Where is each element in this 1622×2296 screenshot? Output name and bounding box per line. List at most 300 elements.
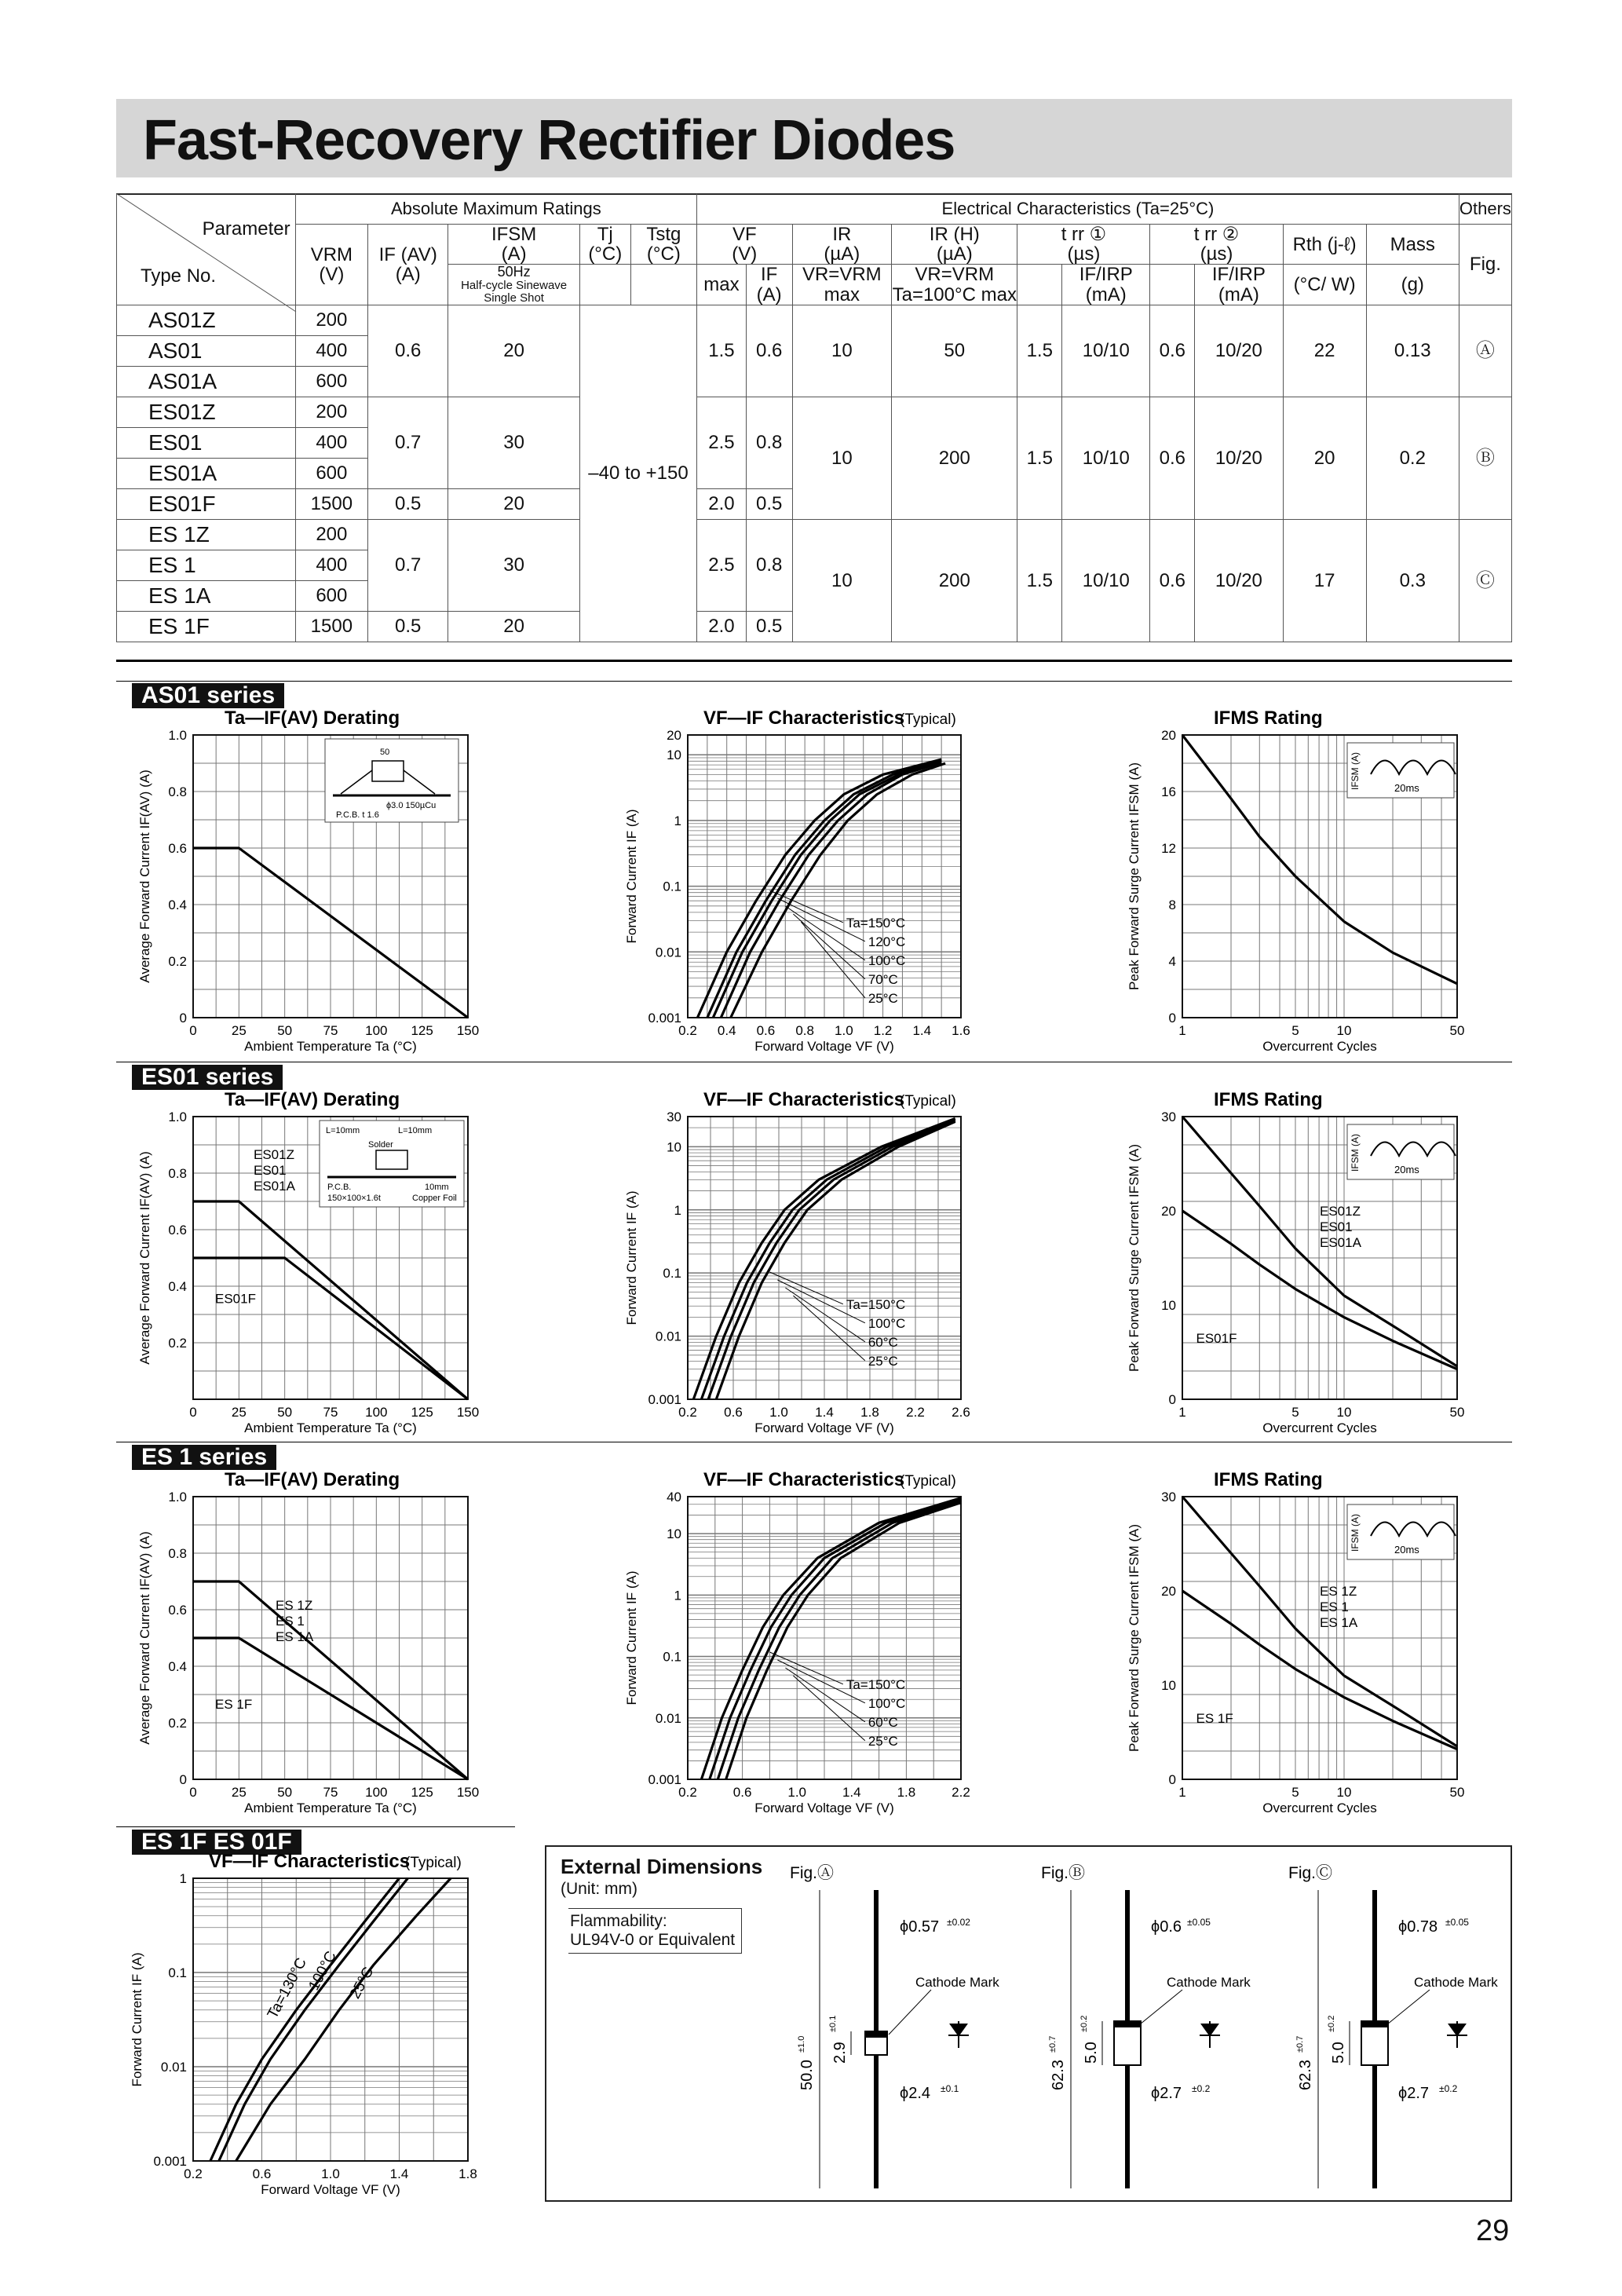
y-tick-label: 0 <box>1168 1011 1176 1026</box>
y-tick-label: 1.0 <box>168 1490 187 1504</box>
curve-label: Ta=150°C <box>846 1676 906 1692</box>
inset-label: 150×100×1.6t <box>327 1194 381 1203</box>
diode-symbol-icon <box>1447 2021 1467 2048</box>
fig-value: Ⓒ <box>1459 519 1511 642</box>
chart-es1-derating <box>133 1465 499 1834</box>
x-tick-label: 1.8 <box>897 1785 916 1800</box>
body-tol: ±0.2 <box>1080 2015 1089 2032</box>
y-tick-label: 20 <box>1161 728 1176 743</box>
curve-label: ES01A <box>254 1179 295 1194</box>
cathode-band <box>1361 2021 1388 2027</box>
x-tick-label: 150 <box>456 1785 480 1800</box>
rth-value: 22 <box>1283 305 1366 397</box>
ir-cond <box>792 265 892 305</box>
y-tick-label: 0.8 <box>168 784 187 799</box>
total-tol: ±0.7 <box>1048 2035 1058 2053</box>
page-number: 29 <box>1476 2214 1510 2247</box>
series-badge-as01: AS01 series <box>132 683 284 708</box>
x-tick-label: 2.2 <box>952 1785 970 1800</box>
x-tick-label: 25 <box>231 1785 247 1800</box>
y-tick-label: 10 <box>1161 1678 1176 1693</box>
trr1-cond-value: 10/10 <box>1062 305 1150 397</box>
series-line <box>697 759 941 1018</box>
rth-unit: (°C/ W) <box>1283 265 1366 305</box>
curve-label: 100°C <box>868 1315 906 1331</box>
inset-label: IFSM (A) <box>1350 1134 1361 1172</box>
tj-sub <box>579 265 630 305</box>
ifsm-note-1: 50Hz <box>497 264 531 280</box>
x-axis-label: Ambient Temperature Ta (°C) <box>244 1039 417 1054</box>
tstg-unit: (°C) <box>646 243 681 265</box>
y-tick-label: 1 <box>674 1588 681 1603</box>
y-tick-label: 0.1 <box>663 1649 681 1665</box>
cathode-mark-label: Cathode Mark <box>915 1975 999 1990</box>
trr1-cond <box>1062 265 1150 305</box>
inset-label: IFSM (A) <box>1350 1514 1361 1552</box>
vrm-value: 200 <box>295 519 367 550</box>
chart-title: VF—IF Characteristics <box>209 1851 411 1872</box>
irh-label: IR (H) <box>929 224 980 245</box>
x-axis-label: Forward Voltage VF (V) <box>754 1420 894 1435</box>
y-tick-label: 0.001 <box>648 1011 681 1026</box>
x-tick-label: 100 <box>365 1785 388 1800</box>
lead-tol: ±0.02 <box>947 1917 970 1928</box>
curve-label: 120°C <box>868 934 906 949</box>
trr1-cond-unit: (mA) <box>1085 283 1127 305</box>
x-tick-label: 50 <box>1449 1023 1465 1038</box>
y-axis-label: Forward Current IF (A) <box>624 1570 639 1706</box>
diode-body <box>1361 2021 1388 2065</box>
y-tick-label: 0 <box>1168 1772 1176 1787</box>
group-others: Others <box>1459 194 1511 225</box>
irh-cond2-label: Ta=100°C max <box>892 283 1017 305</box>
series-line <box>708 1121 955 1399</box>
fig-label: Fig.Ⓒ <box>1288 1864 1333 1882</box>
x-tick-label: 25 <box>231 1023 247 1038</box>
ir-header <box>792 225 892 265</box>
external-dimensions-box <box>545 1845 1512 2202</box>
curve-label: 60°C <box>868 1334 898 1350</box>
vf-value: 2.5 <box>697 519 747 611</box>
y-axis-label: Peak Forward Surge Current IFSM (A) <box>1127 1143 1142 1373</box>
x-tick-label: 0.2 <box>678 1785 697 1800</box>
chart-title: IFMS Rating <box>1214 707 1323 729</box>
rth-label: Rth (j-ℓ) <box>1292 233 1357 255</box>
curve-label: ES01Z <box>1320 1204 1361 1219</box>
ir-value: 10 <box>792 305 892 397</box>
x-tick-label: 50 <box>277 1405 293 1420</box>
divider <box>116 681 1512 682</box>
x-axis-label: Ambient Temperature Ta (°C) <box>244 1801 417 1815</box>
chart-es1-vfif <box>612 1465 992 1834</box>
cathode-leader <box>1387 1990 1430 2024</box>
series-badge-es01: ES01 series <box>132 1065 283 1090</box>
x-axis-label: Forward Voltage VF (V) <box>261 2182 400 2197</box>
curve-label: 25°C <box>868 1353 898 1369</box>
if-value: 0.8 <box>746 397 792 488</box>
chart-grid <box>688 735 961 1018</box>
type-no: ES01Z <box>117 397 296 427</box>
pcb-inset <box>325 739 458 822</box>
ifav-value: 0.6 <box>368 305 448 397</box>
tj-header <box>579 225 630 265</box>
y-tick-label: 1.0 <box>168 728 187 743</box>
y-tick-label: 16 <box>1161 784 1176 799</box>
x-tick-label: 1.8 <box>458 2166 477 2181</box>
vrm-header <box>295 225 367 305</box>
curve-label: Ta=150°C <box>846 1296 906 1312</box>
mass-value: 0.3 <box>1366 519 1459 642</box>
trr2-cond <box>1195 265 1283 305</box>
chart-title-suffix: (Typical) <box>900 1093 956 1110</box>
y-tick-label: 0.6 <box>168 1223 187 1238</box>
curve-label: 100°C <box>305 1948 340 1994</box>
y-tick-label: 8 <box>1168 898 1176 912</box>
mass-header <box>1366 225 1459 265</box>
series-line <box>701 1120 955 1399</box>
y-axis-label: Peak Forward Surge Current IFSM (A) <box>1127 1523 1142 1753</box>
curve-label: ES 1 <box>1320 1600 1349 1614</box>
y-tick-label: 20 <box>667 728 681 743</box>
series-line <box>219 1878 408 2161</box>
y-tick-label: 10 <box>667 1139 681 1155</box>
ext-unit: (Unit: mm) <box>561 1880 637 1898</box>
curve-label: ES 1Z <box>276 1598 313 1613</box>
irh-cond <box>892 265 1017 305</box>
x-tick-label: 0.2 <box>678 1023 697 1038</box>
curve-label: 25°C <box>868 1733 898 1749</box>
ifav-header <box>368 225 448 305</box>
mass-value: 0.2 <box>1366 397 1459 519</box>
x-tick-label: 2.6 <box>952 1405 970 1420</box>
irh-unit: (µA) <box>936 243 973 265</box>
y-tick-label: 0.001 <box>153 2154 187 2169</box>
vrm-value: 600 <box>295 458 367 488</box>
chart-title-suffix: (Typical) <box>900 711 956 728</box>
if-value: 0.6 <box>746 305 792 397</box>
body-dia-tol: ±0.2 <box>1192 2083 1211 2094</box>
curve-label: ES01Z <box>254 1147 294 1162</box>
y-tick-label: 1.0 <box>168 1110 187 1124</box>
ir-label: IR <box>832 224 852 245</box>
fig-header: Fig. <box>1459 225 1511 305</box>
ifsm-value: 20 <box>448 305 580 397</box>
if-value: 0.8 <box>746 519 792 611</box>
y-axis-label: Average Forward Current IF(AV) (A) <box>137 1151 152 1365</box>
y-tick-label: 0.001 <box>648 1772 681 1787</box>
series-line <box>710 1500 961 1779</box>
cathode-mark-label: Cathode Mark <box>1414 1975 1498 1990</box>
inset-label: 10mm <box>425 1183 449 1192</box>
chart-grid <box>688 1497 961 1779</box>
y-tick-label: 4 <box>1168 954 1176 969</box>
x-tick-label: 50 <box>1449 1785 1465 1800</box>
inset-label: P.C.B. t 1.6 <box>336 810 379 820</box>
ir-value: 10 <box>792 397 892 519</box>
inset-label: Copper Foil <box>412 1194 457 1203</box>
ifsm-value: 30 <box>448 397 580 488</box>
cathode-band <box>1114 2021 1141 2027</box>
irh-value: 200 <box>892 397 1017 519</box>
y-tick-label: 0.1 <box>168 1965 187 1980</box>
x-tick-label: 10 <box>1336 1785 1352 1800</box>
x-tick-label: 50 <box>277 1023 293 1038</box>
if-value: 0.5 <box>746 611 792 642</box>
chart-es01-vfif <box>612 1085 992 1454</box>
curve-label: 25°C <box>346 1964 378 2002</box>
trr2-unit: (µs) <box>1200 243 1233 265</box>
trr1-value: 1.5 <box>1017 397 1062 519</box>
ifsm-header <box>448 225 580 265</box>
inset-label: ϕ3.0 150µCu <box>386 801 437 810</box>
x-tick-label: 25 <box>231 1405 247 1420</box>
trr1-cond-value: 10/10 <box>1062 519 1150 642</box>
ifsm-value: 20 <box>448 611 580 642</box>
irh-header <box>892 225 1017 265</box>
ifsm-value: 20 <box>448 488 580 519</box>
y-tick-label: 10 <box>667 1526 681 1542</box>
curve-label: 60°C <box>868 1714 898 1730</box>
group-elec: Electrical Characteristics (Ta=25°C) <box>697 194 1459 225</box>
x-tick-label: 125 <box>411 1405 433 1420</box>
body-length: 5.0 <box>1330 2042 1347 2064</box>
irh-value: 200 <box>892 519 1017 642</box>
ext-fig-2 <box>1041 1864 1251 2188</box>
y-tick-label: 0 <box>179 1772 187 1787</box>
chart-grid <box>688 1117 961 1399</box>
vf-label: VF <box>732 224 757 245</box>
vrm-value: 400 <box>295 550 367 580</box>
vrm-value: 1500 <box>295 611 367 642</box>
trr2-cond-value: 10/20 <box>1195 305 1283 397</box>
lead-tol: ±0.05 <box>1445 1917 1469 1928</box>
vf-if-unit: (A) <box>756 283 782 305</box>
mass-label: Mass <box>1390 233 1435 255</box>
trr1-cond-value: 10/10 <box>1062 397 1150 519</box>
type-no: AS01A <box>117 366 296 397</box>
x-tick-label: 1.0 <box>769 1405 788 1420</box>
curve-label: ES01F <box>1196 1331 1237 1346</box>
diode-symbol-icon <box>1200 2021 1220 2048</box>
chart-grid <box>193 1878 468 2161</box>
total-tol: ±1.0 <box>797 2035 806 2053</box>
page-title: Fast-Recovery Rectifier Diodes <box>143 109 955 172</box>
x-tick-label: 5 <box>1291 1405 1299 1420</box>
cathode-leader <box>889 1990 931 2035</box>
vrm-value: 600 <box>295 366 367 397</box>
x-tick-label: 150 <box>456 1023 480 1038</box>
trr2-header <box>1150 225 1283 265</box>
ifav-value: 0.7 <box>368 397 448 488</box>
vrm-value: 400 <box>295 427 367 458</box>
chart-title: VF—IF Characteristics <box>703 1469 905 1490</box>
curve-label: ES 1A <box>276 1629 314 1644</box>
y-tick-label: 0 <box>179 1011 187 1026</box>
x-tick-label: 1 <box>1178 1405 1186 1420</box>
ifsm-note <box>448 265 580 305</box>
divider <box>116 660 1512 662</box>
fig-value: Ⓐ <box>1459 305 1511 397</box>
type-no: AS01 <box>117 335 296 366</box>
trr1-unit: (µs) <box>1067 243 1101 265</box>
curve-label: ES 1 <box>276 1614 305 1629</box>
total-tol: ±0.7 <box>1295 2035 1305 2053</box>
ir-cond-label: VR=VRM <box>802 264 882 286</box>
curve-label: ES 1F <box>215 1697 253 1712</box>
body-dia: ϕ2.4 <box>900 2085 931 2102</box>
x-tick-label: 0 <box>189 1023 197 1038</box>
pcb-inset <box>320 1121 464 1207</box>
x-tick-label: 125 <box>411 1023 433 1038</box>
vf-if <box>746 265 792 305</box>
diode-body <box>1114 2021 1141 2065</box>
fig-label: Fig.Ⓑ <box>1041 1864 1086 1882</box>
y-tick-label: 30 <box>667 1110 681 1124</box>
trr1-label: t rr ① <box>1061 224 1107 245</box>
y-tick-label: 12 <box>1161 841 1176 856</box>
x-tick-label: 0 <box>189 1785 197 1800</box>
flammability-label: Flammability: <box>570 1912 667 1930</box>
series-badge-es1f: ES 1F ES 01F <box>132 1830 301 1855</box>
y-axis-label: Forward Current IF (A) <box>624 1190 639 1325</box>
curve-label: ES 1Z <box>1320 1584 1357 1599</box>
vf-header <box>697 225 792 265</box>
y-tick-label: 20 <box>1161 1204 1176 1219</box>
x-tick-label: 100 <box>365 1405 388 1420</box>
total-length: 62.3 <box>1050 2060 1067 2090</box>
ext-drawings <box>546 1847 1511 2200</box>
body-dia: ϕ2.7 <box>1398 2085 1430 2102</box>
curve-label: Ta=130°C <box>264 1955 310 2022</box>
chart-as01-derating <box>133 704 499 1073</box>
y-tick-label: 1 <box>674 813 681 828</box>
chart-title-suffix: (Typical) <box>405 1855 462 1871</box>
x-tick-label: 0.6 <box>732 1785 752 1800</box>
inset-label: L=10mm <box>326 1126 360 1135</box>
rth-value: 17 <box>1283 519 1366 642</box>
inset-label: P.C.B. <box>327 1183 352 1192</box>
trr2-cond-value: 10/20 <box>1195 397 1283 519</box>
chart-as01-vfif <box>612 704 992 1073</box>
mass-value: 0.13 <box>1366 305 1459 397</box>
vf-value: 2.0 <box>697 488 747 519</box>
y-axis-label: Forward Current IF (A) <box>130 1952 144 2087</box>
y-axis-label: Average Forward Current IF(AV) (A) <box>137 770 152 983</box>
x-axis-label: Forward Voltage VF (V) <box>754 1039 894 1054</box>
rth-value: 20 <box>1283 397 1366 519</box>
fig-label: Fig.Ⓐ <box>790 1864 835 1882</box>
x-axis-label: Overcurrent Cycles <box>1262 1420 1377 1435</box>
y-axis-label: Forward Current IF (A) <box>624 809 639 944</box>
x-tick-label: 0.8 <box>795 1023 814 1038</box>
y-tick-label: 0.4 <box>168 1659 187 1674</box>
ir-unit: (µA) <box>824 243 860 265</box>
label-leader <box>785 1288 864 1342</box>
y-axis-label: Peak Forward Surge Current IFSM (A) <box>1127 762 1142 991</box>
ifav-unit: (A) <box>395 263 421 285</box>
x-tick-label: 1 <box>1178 1023 1186 1038</box>
temp-range: –40 to +150 <box>579 305 696 642</box>
type-no: ES01A <box>117 458 296 488</box>
curve-label: ES01F <box>215 1291 256 1307</box>
lead-tol: ±0.05 <box>1187 1917 1211 1928</box>
trr1-header <box>1017 225 1150 265</box>
vf-unit: (V) <box>732 243 758 265</box>
ifav-value: 0.5 <box>368 488 448 519</box>
body-tol: ±0.2 <box>1327 2015 1336 2032</box>
x-axis-label: Ambient Temperature Ta (°C) <box>244 1420 417 1435</box>
vf-value: 1.5 <box>697 305 747 397</box>
x-tick-label: 1.0 <box>835 1023 853 1038</box>
x-tick-label: 10 <box>1336 1405 1352 1420</box>
x-tick-label: 0.2 <box>184 2166 203 2181</box>
body-length: 5.0 <box>1083 2042 1100 2064</box>
y-axis-label: Average Forward Current IF(AV) (A) <box>137 1531 152 1745</box>
parameter-label: Parameter <box>202 218 290 239</box>
lead-dia: ϕ0.6 <box>1151 1918 1182 1936</box>
ifsm-waveform-inset <box>1347 743 1456 798</box>
header-corner <box>117 194 296 305</box>
vrm-unit: (V) <box>319 263 345 285</box>
series-line <box>236 1878 451 2161</box>
x-tick-label: 1.4 <box>389 2166 409 2181</box>
x-tick-label: 0.6 <box>724 1405 743 1420</box>
vrm-label: VRM <box>310 243 353 265</box>
y-tick-label: 0.2 <box>168 1336 187 1351</box>
label-leader <box>769 1272 842 1304</box>
vrm-value: 200 <box>295 397 367 427</box>
y-tick-label: 0.8 <box>168 1166 187 1181</box>
y-tick-label: 0.2 <box>168 1716 187 1731</box>
trr1-sub <box>1017 265 1062 305</box>
type-no: ES 1F <box>117 611 296 642</box>
type-no: ES01 <box>117 427 296 458</box>
total-length: 50.0 <box>798 2060 816 2090</box>
inset-label: 20ms <box>1394 1164 1419 1175</box>
y-tick-label: 0.001 <box>648 1392 681 1407</box>
y-tick-label: 0.01 <box>655 1710 681 1726</box>
y-tick-label: 0.6 <box>168 841 187 856</box>
trr2-cond-label: IF/IRP <box>1211 264 1266 286</box>
x-tick-label: 50 <box>277 1785 293 1800</box>
x-tick-label: 1.8 <box>860 1405 879 1420</box>
cathode-band <box>865 2031 887 2038</box>
irh-value: 50 <box>892 305 1017 397</box>
ifsm-waveform-inset <box>1347 1124 1456 1179</box>
chart-as01-ifsm <box>1107 704 1489 1073</box>
series-line <box>718 1501 961 1780</box>
y-tick-label: 0.1 <box>663 879 681 894</box>
inset-label: IFSM (A) <box>1350 752 1361 790</box>
tstg-sub <box>630 265 696 305</box>
tstg-label: Tstg <box>646 224 681 245</box>
y-tick-label: 0.1 <box>663 1266 681 1281</box>
irh-cond-label: VR=VRM <box>915 264 995 286</box>
chart-es1f-vfif <box>130 1847 499 2216</box>
curve-label: ES01 <box>1320 1219 1353 1234</box>
x-tick-label: 125 <box>411 1785 433 1800</box>
chart-title: VF—IF Characteristics <box>703 707 905 729</box>
ifsm-label: IFSM <box>491 224 537 245</box>
type-no: ES 1 <box>117 550 296 580</box>
vf-max: max <box>697 265 747 305</box>
trr1-cond-label: IF/IRP <box>1079 264 1133 286</box>
chart-title: Ta—IF(AV) Derating <box>225 1469 400 1490</box>
x-tick-label: 0.4 <box>717 1023 736 1038</box>
trr1-value: 1.5 <box>1017 305 1062 397</box>
spec-table <box>116 193 1512 642</box>
chart-title-suffix: (Typical) <box>900 1473 956 1490</box>
